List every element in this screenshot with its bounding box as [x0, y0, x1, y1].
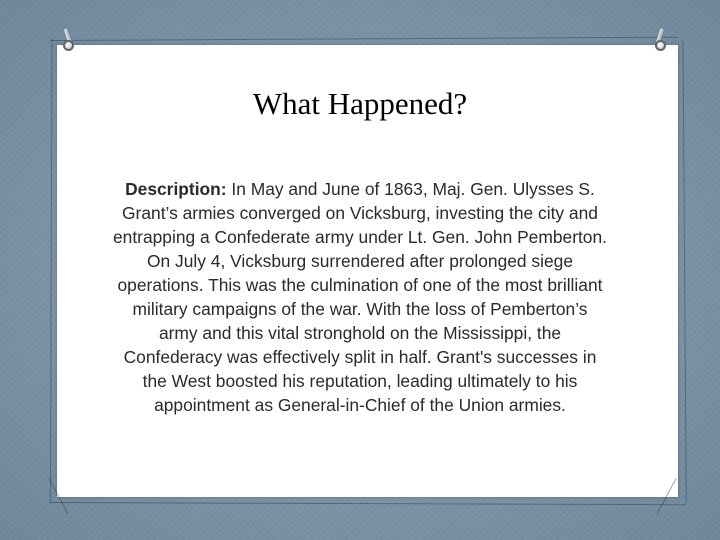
grommet-right-icon	[655, 40, 666, 51]
frame-stroke-top	[50, 37, 678, 41]
grommet-left-icon	[63, 40, 74, 51]
description-text: In May and June of 1863, Maj. Gen. Ulysses S. Grant’s armies converged on Vicksburg, investing the city and entrapping a Confederate army under Lt. Gen. John Pemberton. On July 4, Vicksburg surrendered after prolonged siege operations. This was the culmination of one of the most brilliant military campaigns of the war. With the loss of Pemberton’s army and this vital stronghold on the Mississippi, the Confederacy was effectively split in half. Grant's successes in the West boosted his reputation, leading ultimately to his appointment as General-in-Chief of the Union armies.	[112, 179, 607, 415]
frame-stroke-bottom	[50, 502, 686, 505]
slide-description	[112, 177, 608, 417]
slide-title: What Happened?	[252, 86, 468, 121]
description-label: Description:	[125, 179, 227, 199]
